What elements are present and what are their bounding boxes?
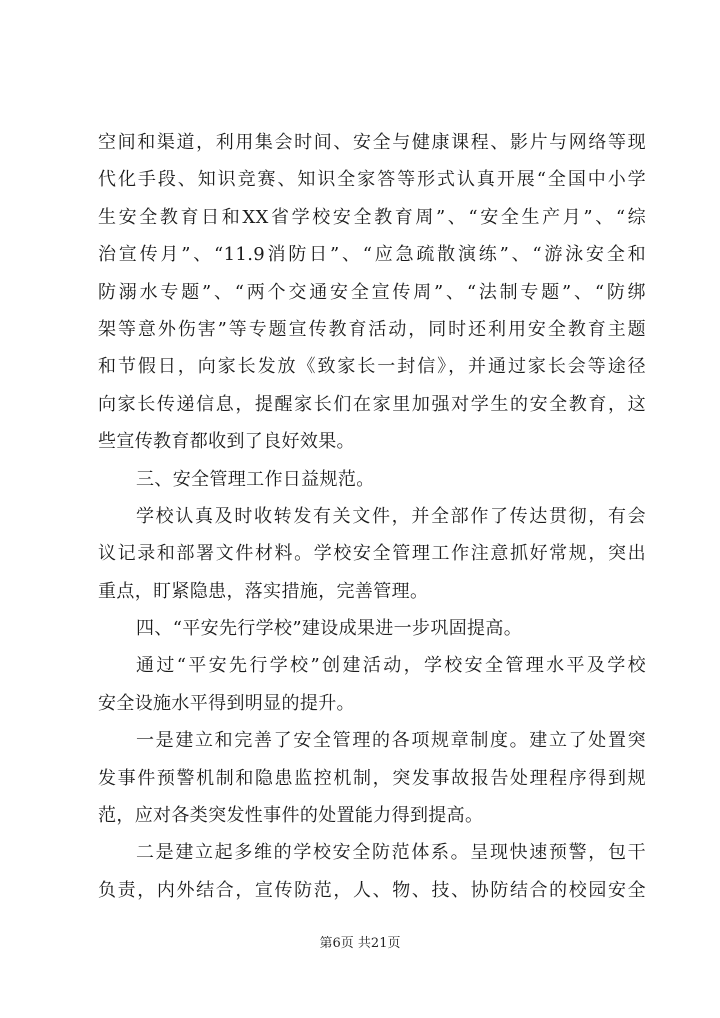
text-line: 生安全教育日和XX省学校安全教育周”、“安全生产月”、“综: [98, 206, 646, 228]
text-line: 二是建立起多维的学校安全防范体系。呈现快速预警，包干: [136, 842, 646, 864]
text-line: 重点，盯紧隐患，落实措施，完善管理。: [98, 580, 429, 602]
text-line: 治宣传月”、“11.9消防日”、“应急疏散演练”、“游泳安全和: [98, 244, 646, 266]
text-line: 防溺水专题”、“两个交通安全宣传周”、“法制专题”、“防绑: [98, 281, 646, 303]
text-line: 向家长传递信息，提醒家长们在家里加强对学生的安全教育，这: [98, 393, 646, 415]
text-line: 学校认真及时收转发有关文件，并全部作了传达贯彻，有会: [136, 505, 646, 527]
text-line: 负责，内外结合，宣传防范，人、物、技、协防结合的校园安全: [98, 879, 646, 901]
text-line: 议记录和部署文件材料。学校安全管理工作注意抓好常规，突出: [98, 543, 646, 565]
text-line: 代化手段、知识竞赛、知识全家答等形式认真开展“全国中小学: [98, 169, 646, 191]
text-line: 三、安全管理工作日益规范。: [136, 468, 375, 490]
document-body: [98, 124, 646, 909]
text-line: 通过“平安先行学校”创建活动，学校安全管理水平及学校: [136, 655, 646, 677]
text-line: 架等意外伤害”等专题宣传教育活动，同时还利用安全教育主题: [98, 318, 646, 340]
text-line: 安全设施水平得到明显的提升。: [98, 692, 355, 714]
text-line: 和节假日，向家长发放《致家长一封信》，并通过家长会等途径: [98, 356, 646, 378]
page-number-footer: 第6页 共21页: [319, 936, 401, 951]
text-line: 一是建立和完善了安全管理的各项规章制度。建立了处置突: [136, 730, 646, 752]
text-line: 四、“平安先行学校”建设成果进一步巩固提高。: [136, 618, 523, 640]
text-line: 空间和渠道，利用集会时间、安全与健康课程、影片与网络等现: [98, 132, 646, 153]
text-line: 发事件预警机制和隐患监控机制，突发事故报告处理程序得到规: [98, 767, 646, 789]
text-line: 些宣传教育都收到了良好效果。: [98, 431, 355, 453]
text-line: 范，应对各类突发性事件的处置能力得到提高。: [98, 805, 484, 827]
